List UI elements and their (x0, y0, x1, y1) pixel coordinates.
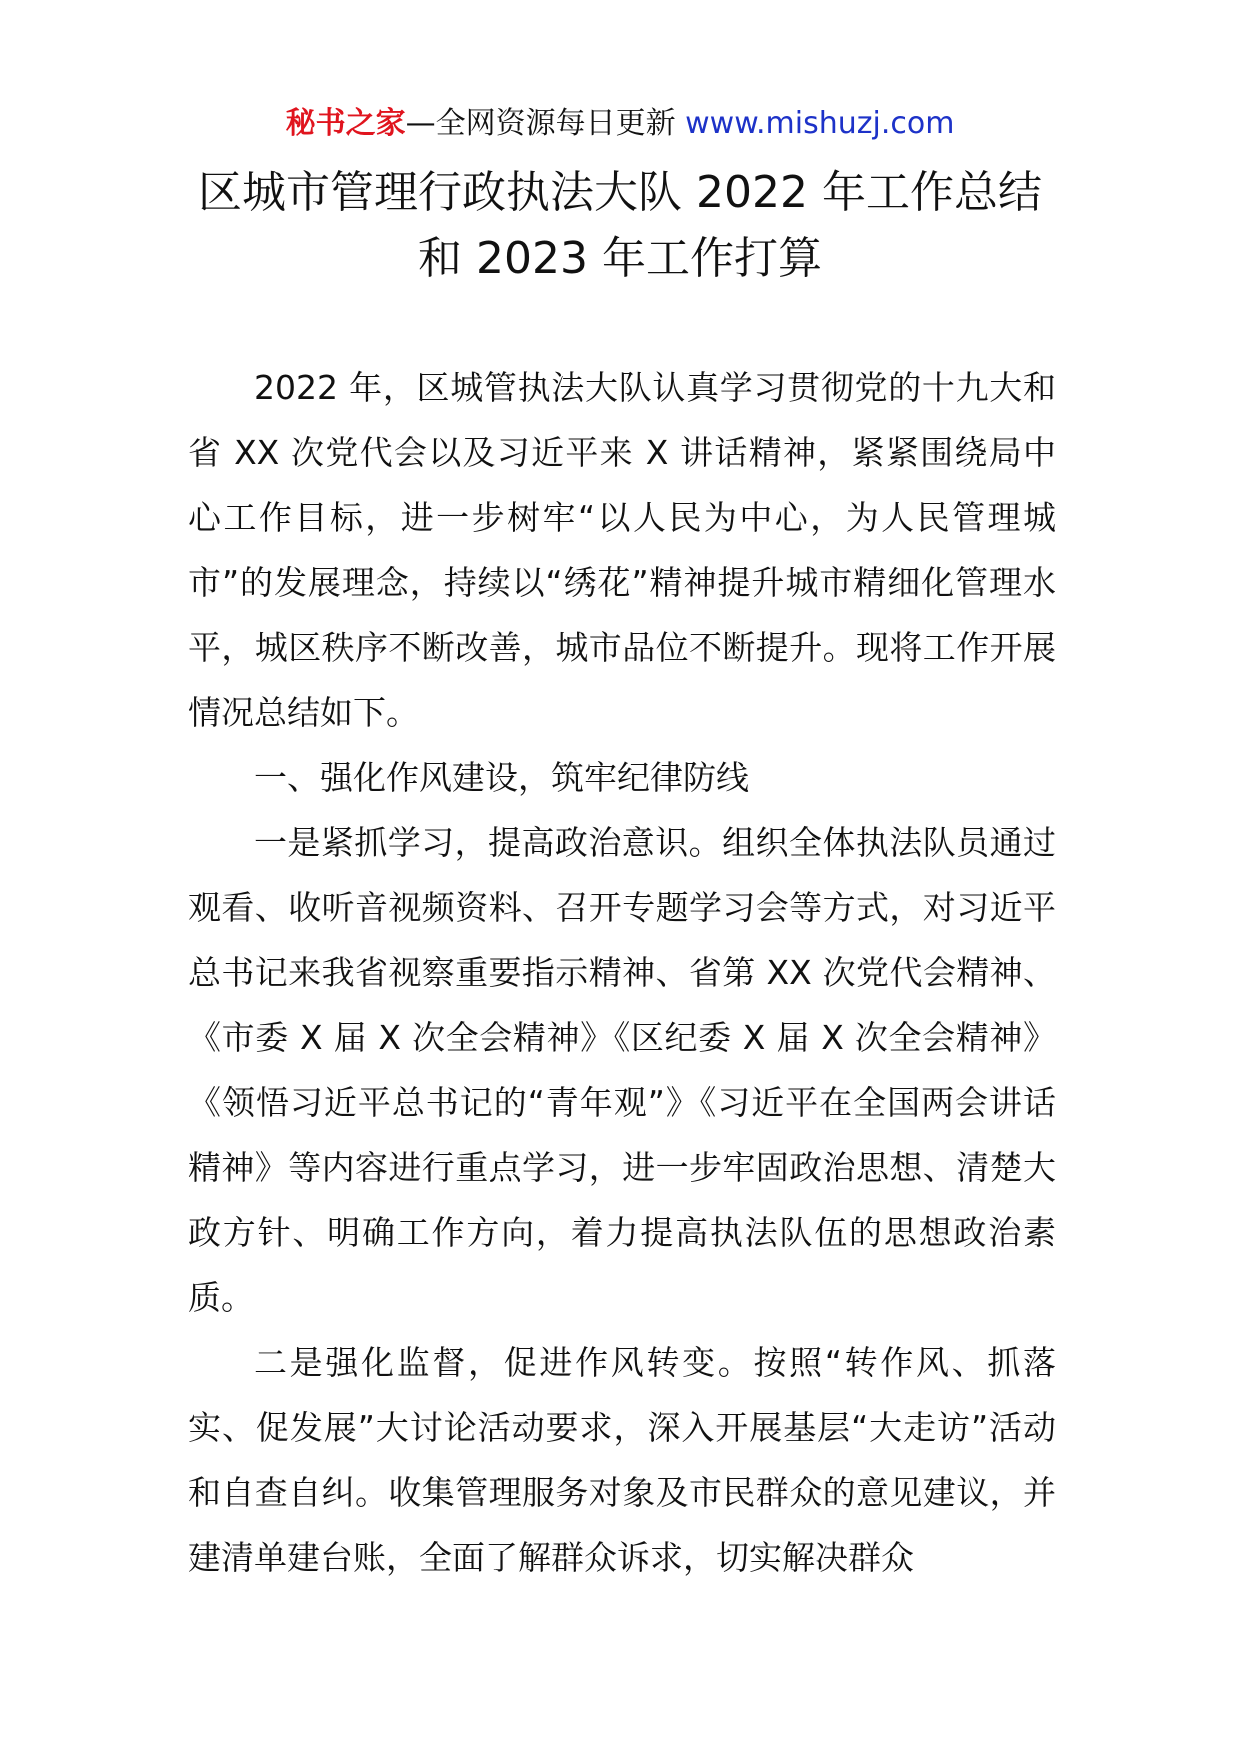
document-title (0, 160, 1240, 292)
header-tagline: —全网资源每日更新 (405, 106, 676, 141)
brand-name: 秘书之家 (285, 106, 406, 141)
site-url-link[interactable]: www.mishuzj.com (685, 106, 955, 141)
title-line-1: 区城市管理行政执法大队 2022 年工作总结 (198, 167, 1042, 218)
intro-paragraph: 2022 年，区城管执法大队认真学习贯彻党的十九大和省 XX 次党代会以及习近平来 X 讲话精神，紧紧围绕局中心工作目标，进一步树牢“以人民为中心，为人民管理城市”的发展理念，持续以“绣花”精神提升城市精细化管理水平，城区秩序不断改善，城市品位不断提升。现将工作开展情况总结如下。 (188, 368, 1056, 732)
document-body (188, 355, 1056, 1590)
title-line-2: 和 2023 年工作打算 (418, 233, 822, 284)
site-header (0, 102, 1240, 146)
body-paragraph-1: 一是紧抓学习，提高政治意识。组织全体执法队员通过观看、收听音视频资料、召开专题学习会等方式，对习近平总书记来我省视察重要指示精神、省第 XX 次党代会精神、《市委 X 届 X 次全会精神》《区纪委 X 届 X 次全会精神》《领悟习近平总书记的“青年观”》《习近平在全国两会讲话精神》等内容进行重点学习，进一步牢固政治思想、清楚大政方针、明确工作方向，着力提高执法队伍的思想政治素质。 (188, 823, 1056, 1317)
section-heading-1: 一、强化作风建设，筑牢纪律防线 (254, 758, 749, 797)
body-paragraph-2: 二是强化监督，促进作风转变。按照“转作风、抓落实、促发展”大讨论活动要求，深入开展基层“大走访”活动和自查自纠。收集管理服务对象及市民群众的意见建议，并建清单建台账，全面了解群众诉求，切实解决群众 (188, 1343, 1056, 1577)
